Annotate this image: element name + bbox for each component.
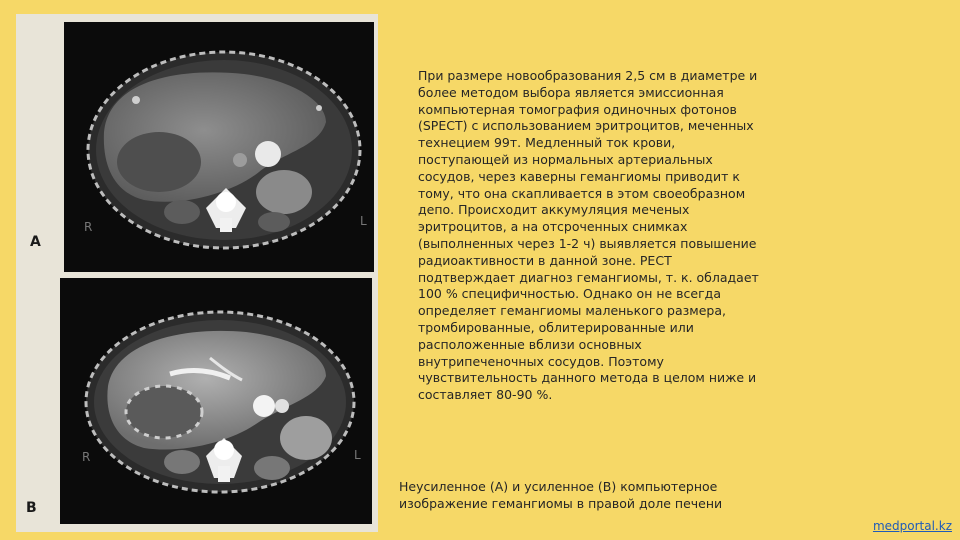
figure-caption: Неусиленное (А) и усиленное (В) компьютерное изображение гемангиомы в правой доле печени xyxy=(399,479,723,511)
site-link[interactable]: medportal.kz xyxy=(872,519,952,533)
orientation-left-label: L xyxy=(354,448,361,462)
ct-scan-a xyxy=(64,22,374,272)
ct-figure-panel xyxy=(16,14,378,532)
ct-scan-a-image xyxy=(64,22,374,272)
orientation-right-label: R xyxy=(82,450,91,464)
ct-scan-b xyxy=(60,278,372,524)
orientation-left-label: L xyxy=(360,214,367,228)
panel-b-label: B xyxy=(26,500,37,516)
main-text: При размере новообразования 2,5 см в диаметре и более методом выбора является эмиссионная компьютерная томография одиночных фотонов (SPECT) с использованием эритроцитов, меченных технецием 99т. Медленный ток крови, поступающей из нормальных артериальных сосудов, через каверны гемангиомы приводит к тому, что она скапливается в этом своеобразном депо. Происходит аккумуляция меченых эритроцитов, а на отсроченных снимках (выполненных через 1-2 ч) выявляется повышение радиоактивности в данной зоне. PECT подтверждает диагноз гемангиомы, т. к. обладает 100 % специфичностью. Однако он не всегда определяет гемангиомы маленького размера, тромбированные, облитерированные или расположенные вблизи основных внутрипеченочных сосудов. Поэтому чувствительность данного метода в целом ниже и составляет 80-90 %. xyxy=(418,68,759,403)
ct-scan-b-image xyxy=(60,278,372,524)
orientation-right-label: R xyxy=(84,220,93,234)
panel-a-label: A xyxy=(30,234,41,250)
